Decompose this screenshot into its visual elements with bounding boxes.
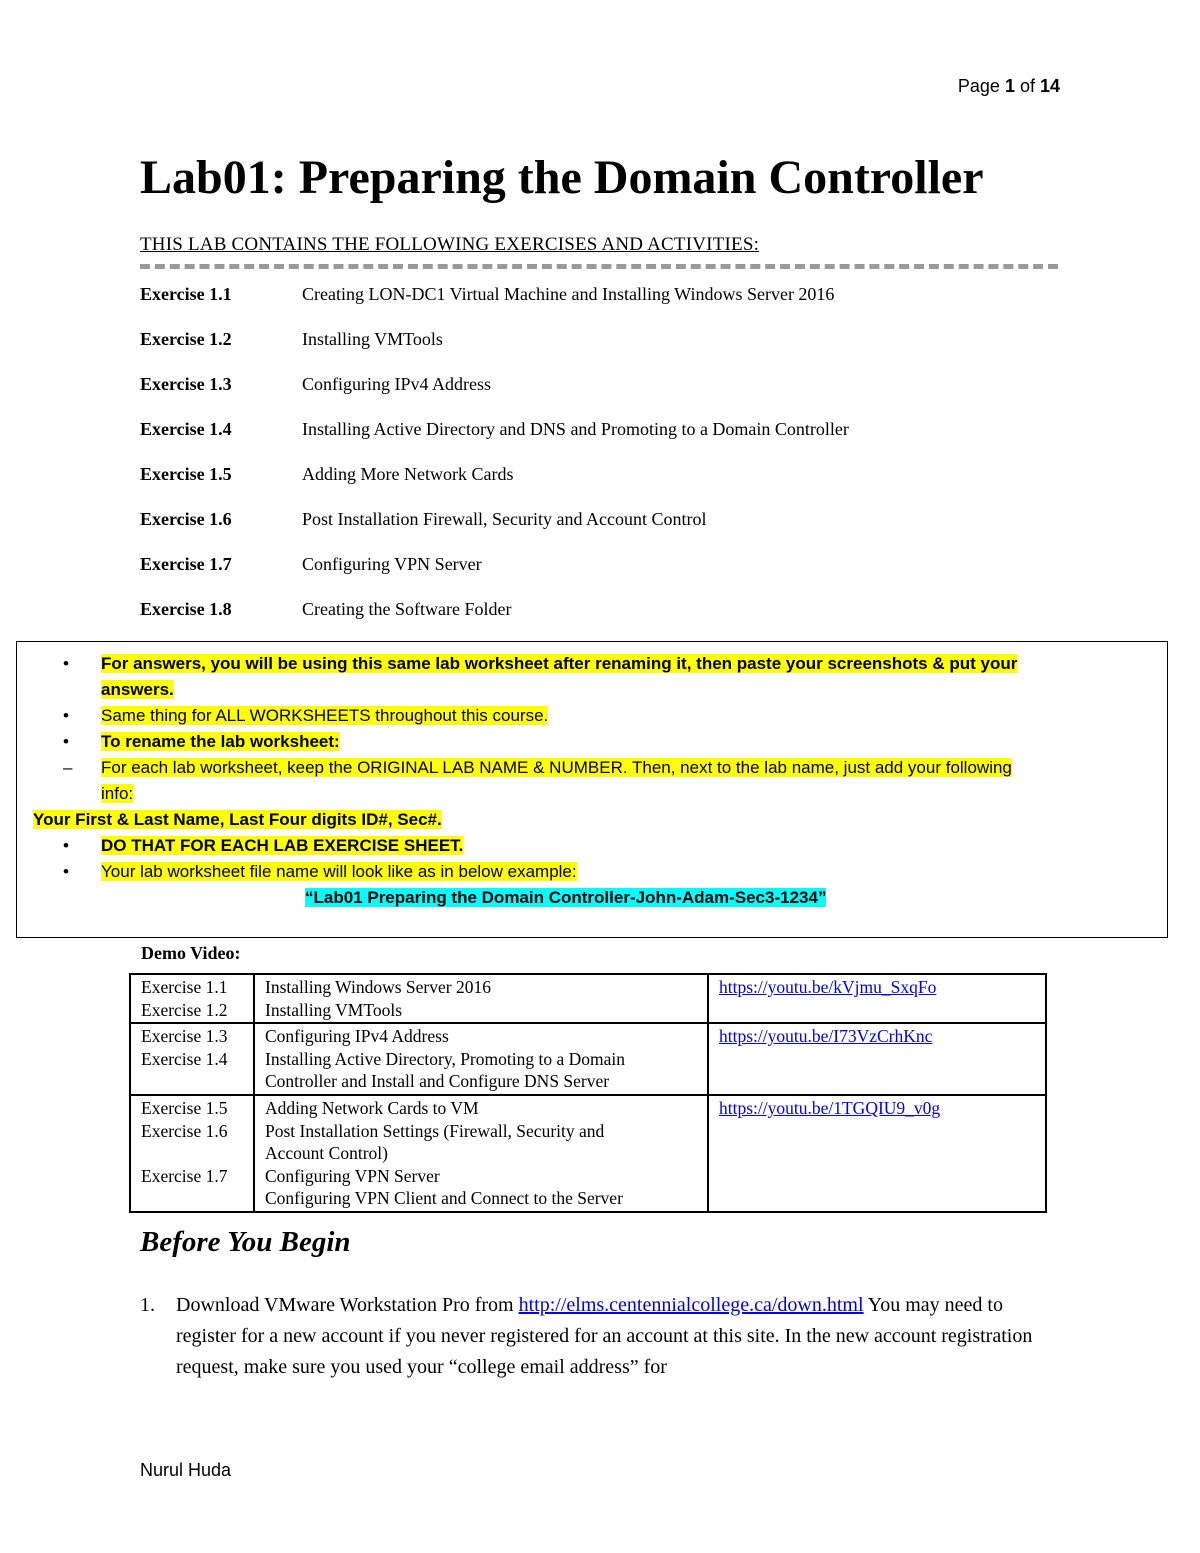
table-row	[130, 974, 1046, 1023]
cell-text: Exercise 1.5	[141, 1097, 228, 1118]
note-text: Your lab worksheet file name will look like as in below example:	[101, 862, 577, 881]
exercise-number: Exercise 1.1	[140, 284, 232, 304]
exercise-number: Exercise 1.2	[140, 329, 232, 349]
cell-text: Exercise 1.4	[141, 1048, 228, 1069]
cell-text: Controller and Install and Configure DNS Server	[265, 1071, 610, 1092]
table-row	[130, 1023, 1046, 1095]
paragraph-text: Download VMware Workstation Pro from	[176, 1294, 519, 1316]
exercise-number: Exercise 1.5	[140, 464, 232, 484]
exercise-number: Exercise 1.8	[140, 599, 232, 619]
cell-spacer	[141, 1142, 243, 1165]
dash-icon: –	[63, 758, 73, 777]
cell-text: Post Installation Settings (Firewall, Security and	[265, 1120, 605, 1141]
instructions-box	[16, 641, 1168, 938]
demo-video-label: Demo Video:	[141, 943, 241, 963]
exercise-description: Creating LON-DC1 Virtual Machine and Installing Windows Server 2016	[302, 284, 835, 304]
cell-text: Exercise 1.2	[141, 999, 228, 1020]
description-cell	[254, 974, 708, 1023]
exercise-cell	[130, 1095, 254, 1212]
cell-text: Installing Windows Server 2016	[265, 977, 491, 997]
note-line	[101, 703, 548, 729]
cell-text: Configuring VPN Server	[265, 1165, 440, 1186]
note-line	[101, 677, 174, 703]
document-title: Lab01: Preparing the Domain Controller	[140, 151, 984, 204]
video-link[interactable]: https://youtu.be/1TGQIU9_v0g	[719, 1097, 941, 1118]
exercise-description: Installing VMTools	[302, 329, 443, 349]
page-current: 1	[1004, 76, 1015, 96]
note-text: “Lab01 Preparing the Domain Controller-John-Adam-Sec3-1234”	[305, 888, 827, 907]
exercise-description: Installing Active Directory and DNS and Promoting to a Domain Controller	[302, 419, 849, 439]
note-line	[33, 807, 442, 833]
note-text: Same thing for ALL WORKSHEETS throughout this course.	[101, 706, 549, 725]
cell-text: Installing Active Directory, Promoting to a Domain	[265, 1048, 625, 1069]
cell-text: Installing VMTools	[265, 999, 403, 1020]
bullet-icon: •	[63, 706, 69, 725]
table-row	[130, 1095, 1046, 1212]
exercise-number: Exercise 1.7	[140, 554, 232, 574]
exercise-description: Configuring VPN Server	[302, 554, 482, 574]
note-line	[101, 755, 1012, 781]
note-line	[101, 833, 463, 859]
download-link[interactable]: http://elms.centennialcollege.ca/down.html	[518, 1294, 864, 1316]
note-text: For each lab worksheet, keep the ORIGINAL LAB NAME & NUMBER. Then, next to the lab name, just add your following	[101, 758, 1012, 777]
filename-example	[305, 885, 826, 911]
video-link[interactable]: https://youtu.be/I73VzCrhKnc	[719, 1026, 933, 1047]
exercise-description: Configuring IPv4 Address	[302, 374, 491, 394]
exercise-cell	[130, 974, 254, 1023]
cell-text: Configuring IPv4 Address	[265, 1026, 449, 1047]
exercise-description: Adding More Network Cards	[302, 464, 514, 484]
description-cell	[254, 1095, 708, 1212]
cell-text: Exercise 1.6	[141, 1120, 228, 1141]
bullet-icon: •	[63, 654, 69, 673]
cell-text: Account Control)	[265, 1143, 388, 1164]
page-total: 14	[1039, 76, 1060, 96]
section-heading: Before You Begin	[140, 1226, 351, 1258]
demo-video-table	[129, 973, 1047, 1213]
exercise-number: Exercise 1.3	[140, 374, 232, 394]
note-text: Your First & Last Name, Last Four digits ID#, Sec#.	[33, 810, 442, 829]
bullet-icon: •	[63, 862, 69, 881]
note-text: answers.	[101, 680, 174, 699]
page-number	[958, 76, 1060, 97]
exercise-description: Post Installation Firewall, Security and Account Control	[302, 509, 707, 529]
exercise-number: Exercise 1.4	[140, 419, 232, 439]
cell-spacer	[141, 1187, 243, 1210]
note-text: To rename the lab worksheet:	[101, 732, 340, 751]
exercise-number: Exercise 1.6	[140, 509, 232, 529]
page-prefix: Page	[957, 76, 1005, 96]
note-text: DO THAT FOR EACH LAB EXERCISE SHEET.	[101, 836, 464, 855]
description-cell	[254, 1023, 708, 1095]
note-text: For answers, you will be using this same lab worksheet after renaming it, then paste your screenshots & put your	[101, 654, 1018, 673]
note-line	[101, 651, 1017, 677]
cell-text: Exercise 1.3	[141, 1026, 228, 1047]
cell-text: Exercise 1.1	[141, 977, 228, 997]
link-cell	[708, 1023, 1046, 1095]
note-line	[101, 859, 577, 885]
exercise-cell	[130, 1023, 254, 1095]
list-number: 1.	[140, 1294, 155, 1316]
page-sep: of	[1014, 76, 1040, 96]
exercise-description: Creating the Software Folder	[302, 599, 512, 619]
cell-text: Configuring VPN Client and Connect to the Server	[265, 1188, 623, 1209]
bullet-icon: •	[63, 732, 69, 751]
note-text: info:	[101, 784, 134, 803]
note-line	[101, 781, 133, 807]
list-text	[176, 1290, 1050, 1383]
cell-text: Adding Network Cards to VM	[265, 1097, 479, 1118]
bullet-icon: •	[63, 836, 69, 855]
note-line	[101, 729, 340, 755]
link-cell	[708, 974, 1046, 1023]
link-cell	[708, 1095, 1046, 1212]
video-link[interactable]: https://youtu.be/kVjmu_SxqFo	[719, 977, 937, 997]
footer-author: Nurul Huda	[140, 1460, 232, 1480]
cell-text: Exercise 1.7	[141, 1165, 228, 1186]
section-subheading: THIS LAB CONTAINS THE FOLLOWING EXERCISES AND ACTIVITIES:	[140, 234, 1058, 269]
paragraph-text: You may need to register for a new account if you never registered for an account at this site. In the new account registration request, make sure you used your “college email address” for	[176, 1294, 1033, 1378]
numbered-list-item	[140, 1290, 1050, 1383]
